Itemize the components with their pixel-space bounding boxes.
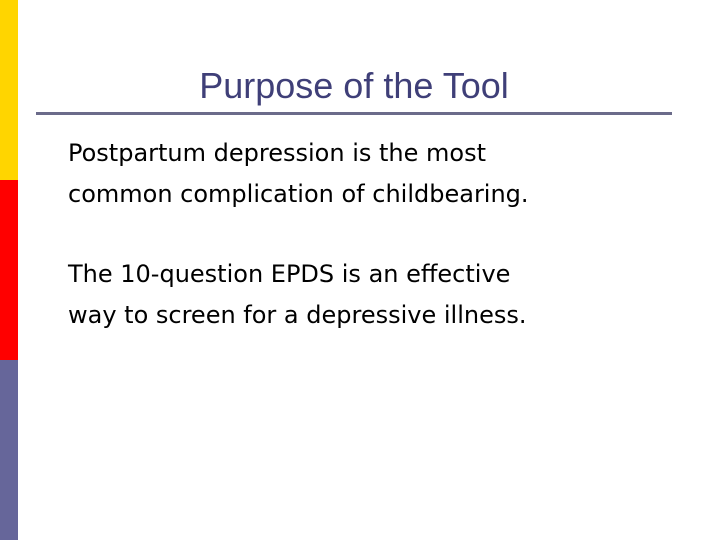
slide-title: Purpose of the Tool [199,65,509,106]
title-underline-rule [36,112,672,115]
paragraph-1-line-2: common complication of childbearing. [68,180,529,208]
paragraph-1-line-1: Postpartum depression is the most [68,139,486,167]
accent-bar-yellow [0,0,18,180]
paragraph-2-line-2: way to screen for a depressive illness. [68,301,527,329]
accent-bar-blue [0,360,18,540]
accent-bar-red [0,180,18,360]
paragraph-2-line-1: The 10-question EPDS is an effective [68,260,511,288]
accent-side-bar [0,0,18,540]
body-paragraph-1 [68,133,668,215]
body-paragraph-2 [68,254,668,336]
